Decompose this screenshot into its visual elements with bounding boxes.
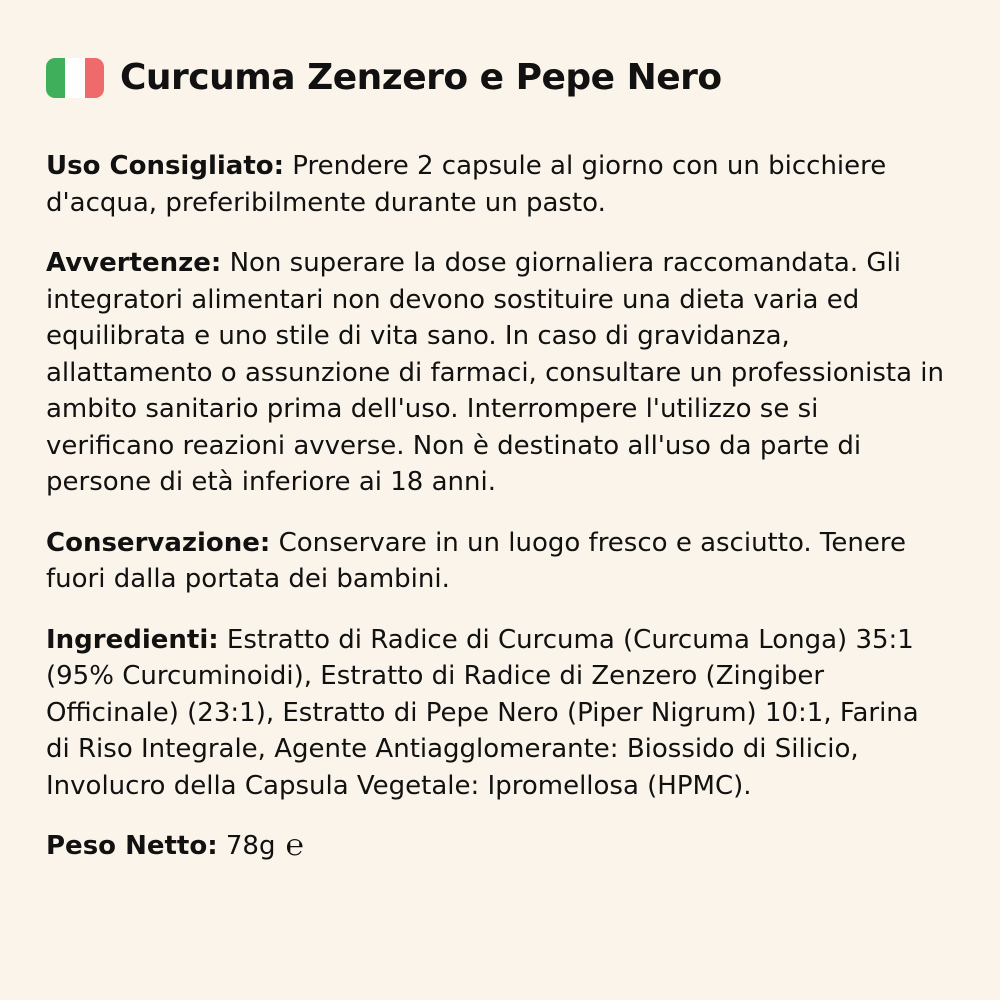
section-text: Estratto di Radice di Curcuma (Curcuma Longa) 35:1 (95% Curcuminoidi), Estratto di Radice di Zenzero (Zingiber Officinale) (23:1), Estratto di Pepe Nero (Piper Nigrum) 10:1, Farina di Riso Integrale, Agente Antiagglomerante: Biossido di Silicio, Involucro della Capsula Vegetale: Ipromellosa (HPMC).	[46, 624, 919, 801]
net-weight-value: 78g	[225, 831, 276, 861]
header	[46, 56, 954, 100]
section-text: Prendere 2 capsule al giorno con un bicchiere d'acqua, preferibilmente durante un pasto.	[46, 151, 887, 218]
section-conservazione	[46, 525, 946, 598]
section-text: Conservare in un luogo fresco e asciutto. Tenere fuori dalla portata dei bambini.	[46, 527, 906, 594]
section-text: Non superare la dose giornaliera raccomandata. Gli integratori alimentari non devono sostituire una dieta varia ed equilibrata e uno stile di vita sano. In caso di gravidanza, allattamento o assunzione di farmaci, consultare un professionista in ambito sanitario prima dell'uso. Interrompere l'utilizzo se si verificano reazioni avverse. Non è destinato all'uso da parte di persone di età inferiore ai 18 anni.	[46, 248, 944, 497]
flag-stripe-red	[85, 58, 104, 98]
section-label: Peso Netto:	[46, 831, 218, 861]
section-ingredienti	[46, 622, 946, 805]
sections	[46, 148, 954, 865]
section-peso-netto	[46, 828, 946, 865]
section-label: Conservazione:	[46, 527, 271, 558]
section-avvertenze	[46, 245, 946, 501]
flag-stripe-green	[46, 58, 65, 98]
section-label: Uso Consigliato:	[46, 151, 285, 181]
section-label: Ingredienti:	[46, 624, 219, 655]
page-title: Curcuma Zenzero e Pepe Nero	[120, 57, 722, 98]
estimated-sign-icon: ℮	[285, 828, 304, 863]
section-label: Avvertenze:	[46, 248, 222, 278]
flag-stripe-white	[65, 58, 84, 98]
italian-flag-icon	[46, 58, 104, 98]
section-uso-consigliato	[46, 148, 946, 221]
